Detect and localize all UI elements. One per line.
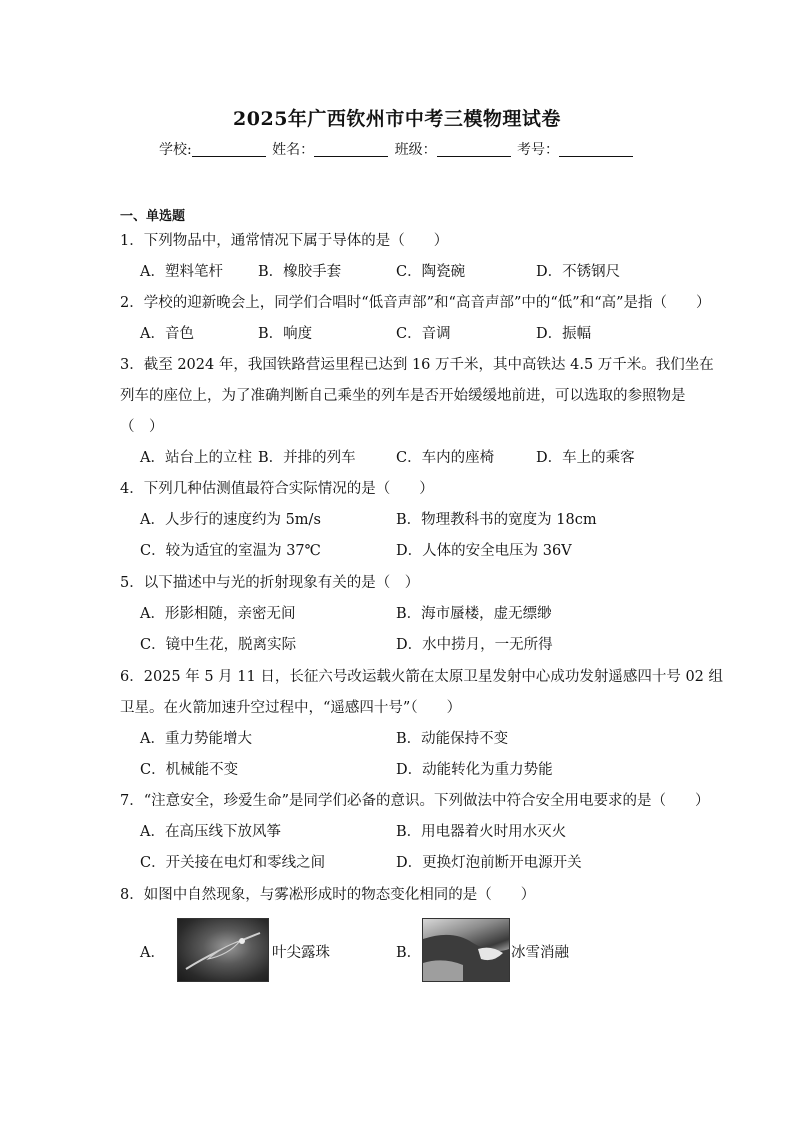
q3-option-a[interactable]: A．站台上的立柱 (140, 450, 252, 466)
q8-option-b-caption: 冰雪消融 (511, 945, 569, 961)
school-blank[interactable] (192, 142, 266, 157)
q3-option-b[interactable]: B．并排的列车 (258, 450, 356, 466)
question-5: 5．以下描述中与光的折射现象有关的是（ ） (120, 575, 420, 591)
q3-option-d[interactable]: D．车上的乘客 (536, 450, 635, 466)
q7-option-b[interactable]: B．用电器着火时用水灭火 (396, 824, 567, 840)
question-3-line-3: （ ） (120, 419, 164, 435)
student-info-row (0, 139, 794, 159)
question-8: 8．如图中自然现象，与雾凇形成时的物态变化相同的是（ ） (120, 887, 536, 903)
q8-option-a-caption: 叶尖露珠 (272, 945, 330, 961)
q5-option-c[interactable]: C．镜中生花，脱离实际 (140, 637, 297, 653)
question-1: 1．下列物品中，通常情况下属于导体的是（ ） (120, 233, 449, 249)
q1-option-c[interactable]: C．陶瓷碗 (396, 264, 466, 280)
q4-option-a[interactable]: A．人步行的速度约为 5m/s (140, 512, 321, 528)
q5-option-b[interactable]: B．海市蜃楼，虚无缥缈 (396, 606, 552, 622)
q1-option-b[interactable]: B．橡胶手套 (258, 264, 342, 280)
q2-option-d[interactable]: D．振幅 (536, 326, 592, 342)
q7-option-a[interactable]: A．在高压线下放风筝 (140, 824, 281, 840)
q2-option-c[interactable]: C．音调 (396, 326, 451, 342)
q4-option-d[interactable]: D．人体的安全电压为 36V (396, 543, 572, 559)
q1-option-a[interactable]: A．塑料笔杆 (140, 264, 223, 280)
q8-option-a-label[interactable]: A． (140, 945, 165, 961)
q5-option-a[interactable]: A．形影相随，亲密无间 (140, 606, 296, 622)
q6-option-a[interactable]: A．重力势能增大 (140, 731, 252, 747)
q7-option-d[interactable]: D．更换灯泡前断开电源开关 (396, 855, 582, 871)
q7-option-c[interactable]: C．开关接在电灯和零线之间 (140, 855, 326, 871)
q4-option-c[interactable]: C．较为适宜的室温为 37℃ (140, 543, 321, 559)
question-3-line-1: 3．截至 2024 年，我国铁路营运里程已达到 16 万千米，其中高铁达 4.5 万千米。我们坐在 (120, 357, 714, 373)
q6-option-d[interactable]: D．动能转化为重力势能 (396, 762, 553, 778)
class-blank[interactable] (437, 142, 511, 157)
question-2: 2．学校的迎新晚会上，同学们合唱时“低音声部”和“高音声部”中的“低”和“高”是指（ ） (120, 295, 711, 311)
school-label: 学校: (158, 142, 192, 158)
dewdrop-photo (177, 918, 269, 982)
q6-option-b[interactable]: B．动能保持不变 (396, 731, 509, 747)
name-blank[interactable] (314, 142, 388, 157)
snow-image (423, 919, 509, 981)
q2-option-b[interactable]: B．响度 (258, 326, 313, 342)
leaf-tip-image (178, 919, 268, 981)
question-7: 7．“注意安全，珍爱生命”是同学们必备的意识。下列做法中符合安全用电要求的是（ ） (120, 793, 710, 809)
question-6-line-1: 6．2025 年 5 月 11 日，长征六号改运载火箭在太原卫星发射中心成功发射遥感四十号 02 组 (120, 669, 724, 685)
q6-option-c[interactable]: C．机械能不变 (140, 762, 239, 778)
q8-option-b-label[interactable]: B． (396, 945, 422, 961)
exam-no-label: 考号： (517, 142, 560, 158)
q2-option-a[interactable]: A．音色 (140, 326, 194, 342)
melting-snow-photo (422, 918, 510, 982)
exam-title: 2025年广西钦州市中考三模物理试卷 (233, 108, 561, 130)
q1-option-d[interactable]: D．不锈钢尺 (536, 264, 621, 280)
name-label: 姓名： (272, 142, 315, 158)
question-3-line-2: 列车的座位上，为了准确判断自己乘坐的列车是否开始缓缓地前进，可以选取的参照物是 (120, 388, 686, 404)
q3-option-c[interactable]: C．车内的座椅 (396, 450, 495, 466)
q5-option-d[interactable]: D．水中捞月，一无所得 (396, 637, 553, 653)
class-label: 班级： (394, 142, 437, 158)
exam-no-blank[interactable] (559, 142, 633, 157)
section-heading: 一、单选题 (120, 209, 186, 224)
question-4: 4．下列几种估测值最符合实际情况的是（ ） (120, 481, 434, 497)
q4-option-b[interactable]: B．物理教科书的宽度为 18cm (396, 512, 597, 528)
question-6-line-2: 卫星。在火箭加速升空过程中，“遥感四十号”（ ） (120, 700, 462, 716)
